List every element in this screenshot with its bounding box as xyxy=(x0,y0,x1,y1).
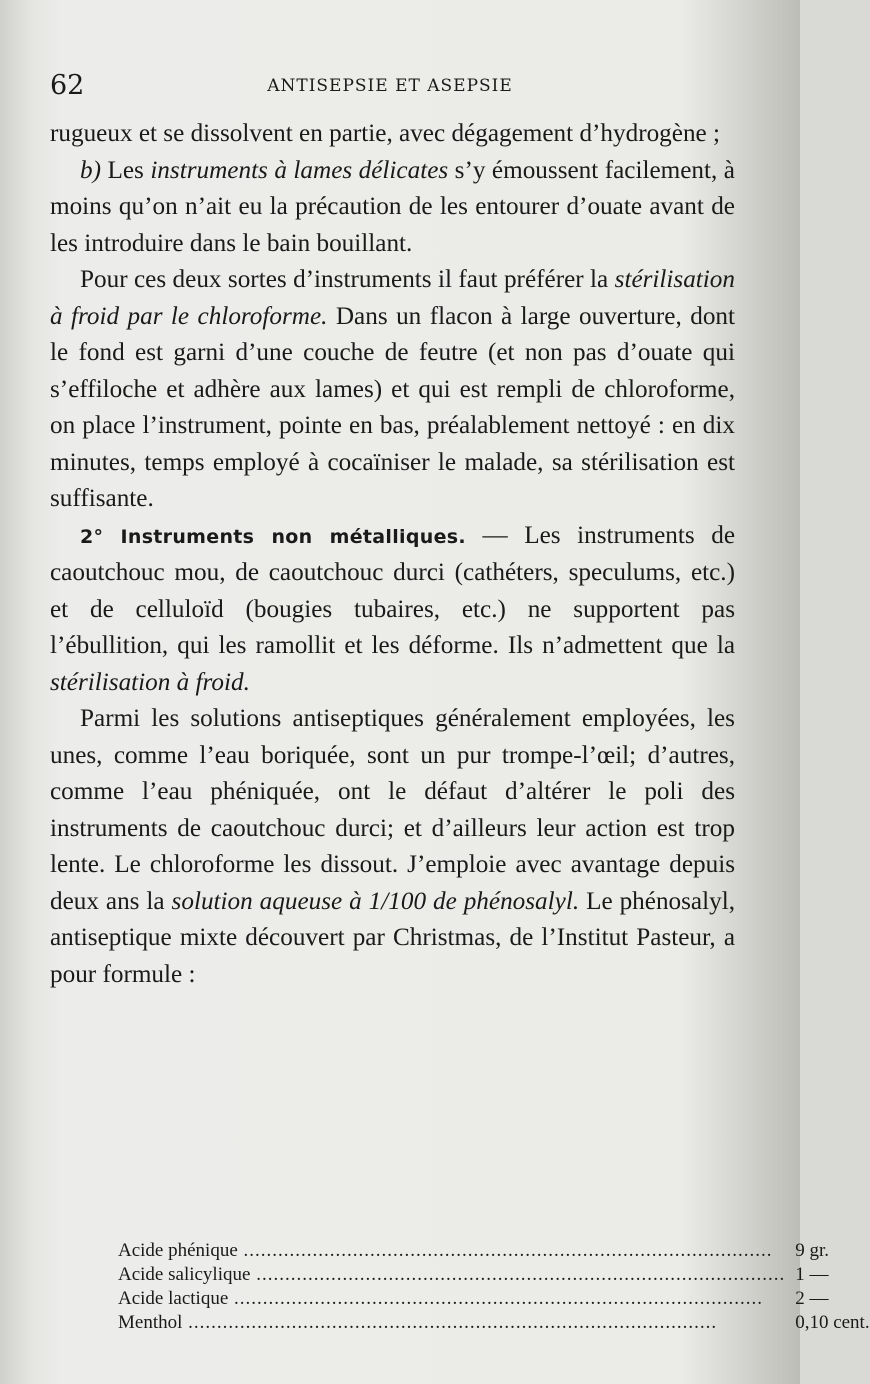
formula-row xyxy=(118,1310,870,1334)
section-heading: 2° Instruments non métalliques. xyxy=(80,525,466,548)
running-title: ANTISEPSIE ET ASEPSIE xyxy=(267,76,513,96)
paragraph-4-text-a: — Les instruments de caoutchouc mou, de caoutchouc durci (cathéters, speculums, etc.) et de celluloïd (bougies tubaires, etc.) ne supportent pas l’ébullition, qui les ramollit et les déforme. Ils n’admettent que la xyxy=(50,521,735,659)
ingredient-quantity: 9 gr. xyxy=(795,1240,829,1261)
paragraph-1: rugueux et se dissolvent en partie, avec dégagement d’hydrogène ; xyxy=(50,120,721,147)
paragraph-3-text-a: Pour ces deux sortes d’instruments il faut préférer la xyxy=(80,266,615,293)
paragraph-4 xyxy=(50,518,735,702)
formula-row xyxy=(118,1238,870,1262)
paragraph-2 xyxy=(50,153,735,263)
ingredient-name: Acide lactique ..... xyxy=(118,1286,785,1310)
formula-row xyxy=(118,1286,870,1310)
paragraph-2-text-b: s’y émoussent facilement, à moins qu’on n’ait eu la précaution de les entourer d’ouate avant de les introduire dans le bain bouillant. xyxy=(50,156,735,257)
paragraph-2-text-a: Les xyxy=(100,156,151,184)
paragraph-3 xyxy=(50,262,735,518)
body-text xyxy=(50,116,735,993)
page-header xyxy=(50,70,730,106)
ingredient-name: Acide phénique ..... xyxy=(118,1238,785,1262)
formula-row xyxy=(118,1262,870,1286)
list-marker: b) xyxy=(80,156,101,184)
paragraph-3-text-b: Dans un flacon à large ouverture, dont le fond est garni d’une couche de feutre (et non pas d’ouate qui s’effiloche et adhère aux lames) et qui est rempli de chloroforme, on place l’instrument, pointe en bas, préalablement nettoyé : en dix minutes, temps employé à cocaïniser le malade, sa stérilisation est suffisante. xyxy=(50,302,735,512)
paragraph-4-emphasis: stérilisation à froid. xyxy=(50,668,250,696)
page-number: 62 xyxy=(50,70,85,101)
paragraph-3-emphasis: stérilisation à froid par le chloroforme. xyxy=(50,266,735,330)
paragraph-2-emphasis: instruments à lames délicates xyxy=(150,156,449,184)
formula-table xyxy=(118,1238,870,1334)
ingredient-name: Acide salicylique ..... xyxy=(118,1262,785,1286)
ingredient-name: Menthol ..... xyxy=(118,1310,785,1334)
ingredient-quantity: 2 — xyxy=(795,1288,829,1309)
ingredient-quantity: 0,10 cent. xyxy=(795,1312,870,1333)
paragraph-5-text-a: Parmi les solutions antiseptiques généralement employées, les unes, comme l’eau boriquée, sont un pur trompe-l’œil; d’autres, comme l’eau phéniquée, ont le défaut d’altérer le poli des instruments de caoutchouc durci; et d’ailleurs leur action est trop lente. Le chloroforme les dissout. J’emploie avec avantage depuis deux ans la xyxy=(50,705,735,915)
paragraph-5 xyxy=(50,701,735,993)
paragraph-5-text-b: Le phénosalyl, antiseptique mixte découvert par Christmas, de l’Institut Pasteur, a pour formule : xyxy=(50,887,735,988)
ingredient-quantity: 1 — xyxy=(795,1264,829,1285)
paragraph-5-emphasis: solution aqueuse à 1/100 de phénosalyl. xyxy=(171,887,580,915)
